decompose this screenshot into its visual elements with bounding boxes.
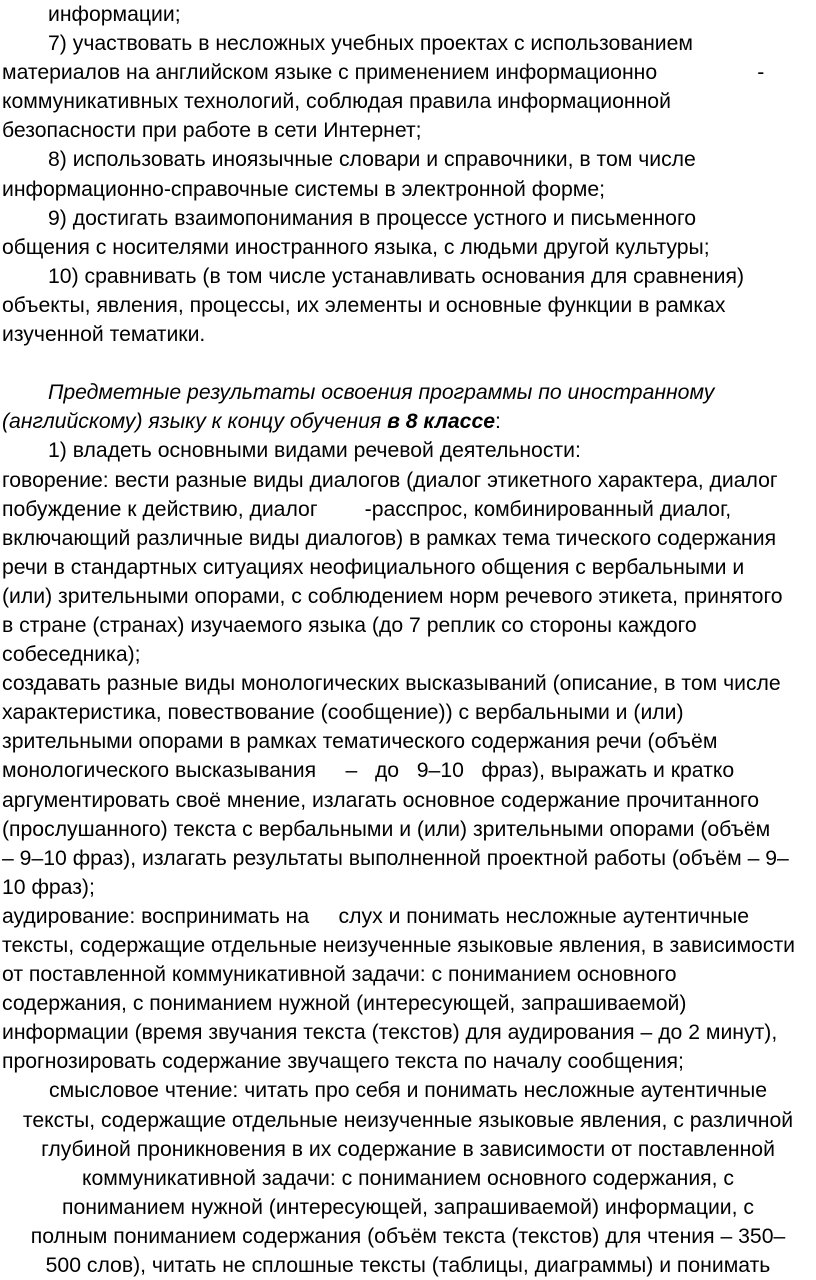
monologue-line: – 9–10 фраз), излагать результаты выполненной проектной работы (объём – 9– <box>2 846 789 870</box>
item-10-line: изученной тематики. <box>2 323 206 347</box>
item-7-paragraph <box>2 29 814 145</box>
heading-colon: : <box>495 410 501 434</box>
reading-line: глубиной проникновения в их содержание в зависимости от поставленной <box>41 1137 775 1161</box>
monologue-line: зрительными опорами в рамках тематического содержания речи (объём <box>2 730 718 754</box>
monologue-paragraph <box>2 669 814 902</box>
item-8-line: информационно-справочные системы в электронной форме; <box>2 177 605 201</box>
listening-paragraph <box>2 902 814 1077</box>
monologue-line: аргументировать своё мнение, излагать основное содержание прочитанного <box>2 788 760 812</box>
reading-line: 500 слов), читать не сплошные тексты (таблицы, диаграммы) и понимать <box>45 1254 771 1278</box>
speaking-paragraph <box>2 466 814 670</box>
speaking-line: собеседника); <box>2 643 141 667</box>
item-8-paragraph <box>2 145 814 203</box>
item-9-paragraph <box>2 204 814 262</box>
reading-line: тексты, содержащие отдельные неизученные языковые явления, с различной <box>22 1108 794 1132</box>
speaking-line: побуждение к действию, диалог -расспрос, комбинированный диалог, <box>2 497 732 521</box>
item-9-line: 9) достигать взаимопонимания в процессе устного и письменного <box>48 206 696 230</box>
reading-line: полным пониманием содержания (объём текста (текстов) для чтения – 350– <box>30 1224 786 1248</box>
listening-line: аудирование: воспринимать на слух и понимать несложные аутентичные <box>2 904 749 928</box>
item-10-line: объекты, явления, процессы, их элементы и основные функции в рамках <box>2 293 726 317</box>
listening-line: прогнозировать содержание звучащего текста по началу сообщения; <box>2 1050 684 1074</box>
reading-paragraph <box>2 1076 814 1280</box>
item-7-line: материалов на английском языке с применением информационно - <box>2 61 765 85</box>
monologue-line: (прослушанного) текста с вербальными и (или) зрительными опорами (объём <box>2 817 771 841</box>
item-10-line: 10) сравнивать (в том числе устанавливать основания для сравнения) <box>48 264 745 288</box>
section-heading <box>2 378 814 436</box>
listening-line: тексты, содержащие отдельные неизученные языковые явления, в зависимости <box>2 934 795 957</box>
monologue-line: 10 фраз); <box>2 875 95 899</box>
item-10-paragraph <box>2 262 814 349</box>
item-7-line: коммуникативных технологий, соблюдая правила информационной <box>2 90 671 114</box>
item-9-line: общения с носителями иностранного языка, с людьми другой культуры; <box>2 235 710 259</box>
monologue-line: создавать разные виды монологических высказываний (описание, в том числе <box>2 672 781 696</box>
intro-line: информации; <box>48 3 181 26</box>
item-7-line: 7) участвовать в несложных учебных проектах с использованием <box>48 32 693 56</box>
sub-item-1-line: 1) владеть основными видами речевой деятельности: <box>48 439 581 463</box>
blank-line <box>2 349 814 378</box>
reading-line: пониманием нужной (интересующей, запрашиваемой) информации, с <box>61 1195 755 1219</box>
monologue-line: характеристика, повествование (сообщение)) с вербальными и (или) <box>2 701 684 725</box>
speaking-line: речи в стандартных ситуациях неофициального общения с вербальными и <box>2 555 745 579</box>
item-7-line: безопасности при работе в сети Интернет; <box>2 119 422 143</box>
reading-line: смысловое чтение: читать про себя и понимать несложные аутентичные <box>48 1079 767 1103</box>
speaking-line: включающий различные виды диалогов) в рамках тема тического содержания <box>2 526 777 550</box>
heading-line: Предметные результаты освоения программы по иностранному <box>48 381 715 405</box>
listening-line: от поставленной коммуникативной задачи: с пониманием основного <box>2 963 677 987</box>
item-8-line: 8) использовать иноязычные словари и справочники, в том числе <box>48 148 696 172</box>
speaking-line: говорение: вести разные виды диалогов (диалог этикетного характера, диалог <box>2 468 778 492</box>
reading-line: коммуникативной задачи: с пониманием основного содержания, с <box>81 1166 734 1190</box>
heading-line <box>2 407 814 436</box>
speaking-line: (или) зрительными опорами, с соблюдением норм речевого этикета, принятого <box>2 584 783 608</box>
speaking-line: в стране (странах) изучаемого языка (до 7 реплик со стороны каждого <box>2 613 697 637</box>
heading-grade-text: в 8 классе <box>387 410 496 434</box>
heading-italic-text: (английскому) языку к концу обучения <box>2 410 388 434</box>
listening-line: информации (время звучания текста (текстов) для аудирования – до 2 минут), <box>2 1021 778 1045</box>
monologue-line: монологического высказывания – до 9–10 фраз), выражать и кратко <box>2 759 735 783</box>
listening-line: содержания, с пониманием нужной (интересующей, запрашиваемой) <box>2 992 687 1016</box>
